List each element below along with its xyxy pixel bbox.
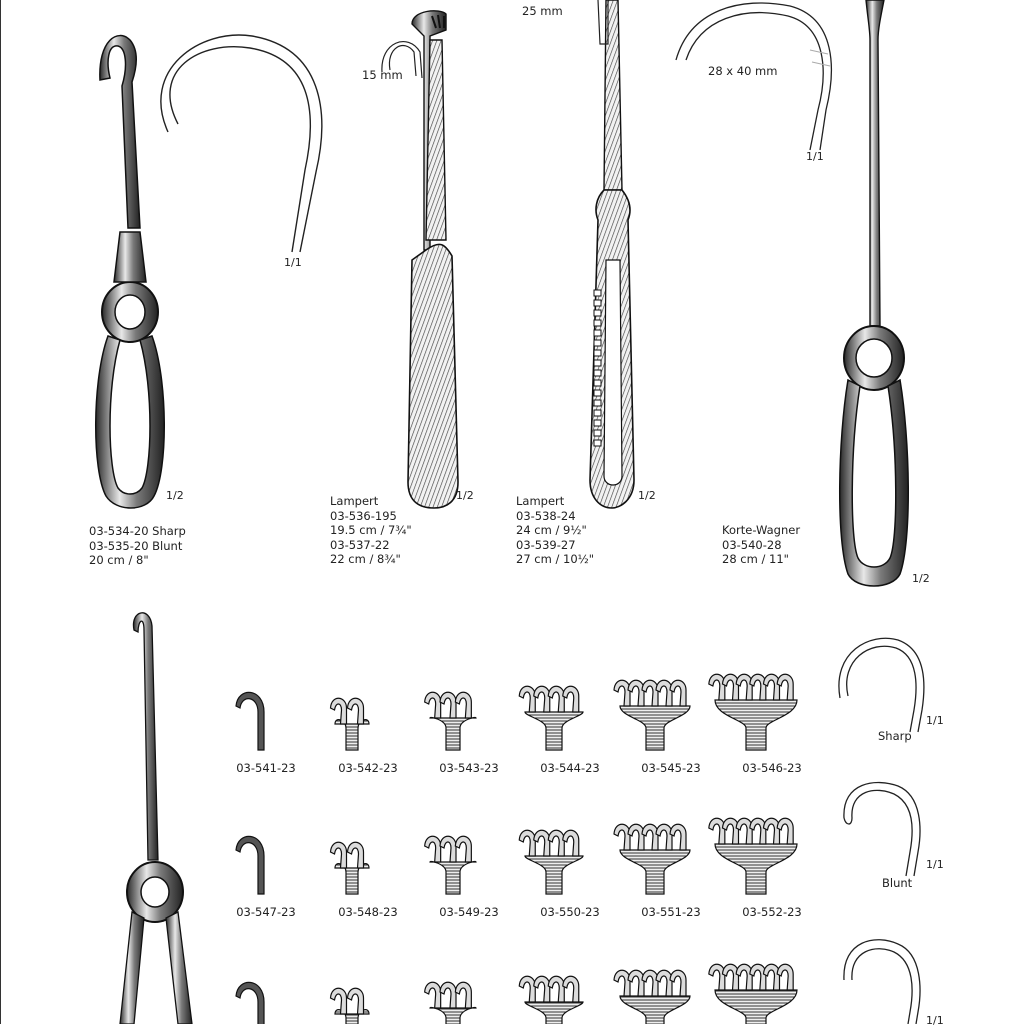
retractor-blade-5-prong	[614, 824, 690, 894]
blade-prong	[548, 686, 564, 712]
retractor-blade-2-prong	[331, 698, 370, 750]
caption-instrument-2	[330, 494, 412, 567]
caption-instrument-1	[89, 524, 186, 568]
profile-scale-label-row-3: 1/1	[926, 1014, 944, 1027]
caption-line: 03-537-22	[330, 537, 390, 552]
caption-line: 24 cm / 9½"	[516, 523, 587, 537]
retractor-blade-4-prong	[519, 686, 583, 750]
blade-code: 03-551-23	[641, 905, 701, 919]
retractor-blade-2-prong	[331, 988, 370, 1024]
dimension-label-instrument-2: 15 mm	[362, 68, 403, 82]
blade-prong	[519, 976, 535, 1002]
caption-line: 22 cm / 8¾"	[330, 552, 401, 566]
profile-scale-label-row-1: 1/1	[926, 714, 944, 727]
caption-line: Lampert	[330, 494, 379, 508]
blade-prong	[348, 988, 364, 1014]
blade-prong	[348, 842, 364, 868]
blunt-profile-illustration	[844, 783, 920, 876]
blade-prong	[455, 692, 471, 718]
retractor-blade-6-prong	[709, 964, 797, 1024]
blade-code: 03-544-23	[540, 761, 600, 775]
retractor-blade-1-prong	[236, 982, 264, 1024]
blade-code: 03-550-23	[540, 905, 600, 919]
blade-code: 03-547-23	[236, 905, 296, 919]
blade-code: 03-546-23	[742, 761, 802, 775]
blade-code: 03-541-23	[236, 761, 296, 775]
retractor-blade-6-prong	[709, 674, 797, 750]
blade-code: 03-552-23	[742, 905, 802, 919]
retractor-blade-2-prong	[331, 842, 370, 894]
blade-prong	[614, 680, 630, 706]
blade-rows	[236, 674, 797, 1024]
caption-line: 03-535-20 Blunt	[89, 538, 183, 553]
hook-retractor-illustration	[96, 36, 165, 508]
retractor-blade-3-prong	[425, 982, 476, 1024]
blade-prong	[534, 830, 550, 856]
blade-prong	[709, 818, 725, 844]
profile-label-row-1: Sharp	[878, 729, 912, 743]
blade-prong	[440, 692, 456, 718]
retractor-blade-1-prong	[236, 836, 264, 894]
caption-instrument-4	[722, 523, 800, 567]
retractor-blade-4-prong	[519, 976, 583, 1024]
sharp-profile-illustration	[839, 638, 924, 732]
blade-code: 03-542-23	[338, 761, 398, 775]
profile-label-row-2: Blunt	[882, 876, 913, 890]
blade-prong	[563, 976, 579, 1002]
blade-prong	[614, 824, 630, 850]
caption-line: Lampert	[516, 494, 565, 508]
blade-code: 03-548-23	[338, 905, 398, 919]
retractor-blade-5-prong	[614, 970, 690, 1024]
caption-instrument-3	[516, 494, 594, 567]
retractor-blade-1-prong	[236, 692, 264, 750]
dimension-label-instrument-3: 25 mm	[522, 4, 563, 18]
blade-prong	[563, 686, 579, 712]
caption-line: 19.5 cm / 7¾"	[330, 523, 412, 537]
blade-prong	[709, 964, 725, 990]
blade-prong	[534, 686, 550, 712]
scale-label-instrument-2: 1/2	[456, 489, 474, 502]
profile-scale-label-instrument-4: 1/1	[806, 150, 824, 163]
retractor-blade-6-prong	[709, 818, 797, 894]
blade-prong	[425, 982, 441, 1008]
blade-prong	[425, 692, 441, 718]
dimension-label-instrument-4: 28 x 40 mm	[708, 64, 778, 78]
caption-line: 03-540-28	[722, 537, 782, 552]
retractor-blade-3-prong	[425, 836, 476, 894]
small-hook-retractor-illustration	[120, 613, 192, 1024]
caption-line: Korte-Wagner	[722, 523, 801, 537]
blade-prong	[548, 830, 564, 856]
lampert-retractor-25mm-illustration	[590, 0, 634, 508]
caption-line: 03-534-20 Sharp	[89, 524, 186, 538]
hook-profile-1to1	[161, 35, 322, 252]
blade-prong	[614, 970, 630, 996]
blade-prong	[440, 836, 456, 862]
blade-code: 03-543-23	[439, 761, 499, 775]
caption-line: 03-538-24	[516, 508, 576, 523]
korte-wagner-retractor-illustration	[676, 0, 908, 586]
profile-illustration-row3	[844, 940, 920, 1024]
blade-prong	[519, 830, 535, 856]
blade-prong	[440, 982, 456, 1008]
caption-line: 03-536-195	[330, 508, 397, 523]
blade-prong	[455, 982, 471, 1008]
caption-line: 03-539-27	[516, 537, 576, 552]
lampert-retractor-15mm-illustration	[382, 11, 458, 508]
retractor-blade-5-prong	[614, 680, 690, 750]
scale-label-instrument-4: 1/2	[912, 572, 930, 585]
blade-prong	[455, 836, 471, 862]
caption-line: 27 cm / 10½"	[516, 552, 595, 566]
blade-prong	[348, 698, 364, 724]
blade-prong	[709, 674, 725, 700]
retractor-blade-3-prong	[425, 692, 476, 750]
blade-code: 03-549-23	[439, 905, 499, 919]
blade-code: 03-545-23	[641, 761, 701, 775]
profile-scale-label-row-2: 1/1	[926, 858, 944, 871]
scale-label-instrument-1: 1/2	[166, 489, 184, 502]
blade-prong	[519, 686, 535, 712]
blade-prong	[548, 976, 564, 1002]
blade-prong	[563, 830, 579, 856]
scale-label-instrument-3: 1/2	[638, 489, 656, 502]
blade-prong	[534, 976, 550, 1002]
retractor-blade-4-prong	[519, 830, 583, 894]
blade-prong	[425, 836, 441, 862]
caption-line: 20 cm / 8"	[89, 553, 149, 567]
profile-scale-label-instrument-1: 1/1	[284, 256, 302, 269]
caption-line: 28 cm / 11"	[722, 552, 789, 566]
